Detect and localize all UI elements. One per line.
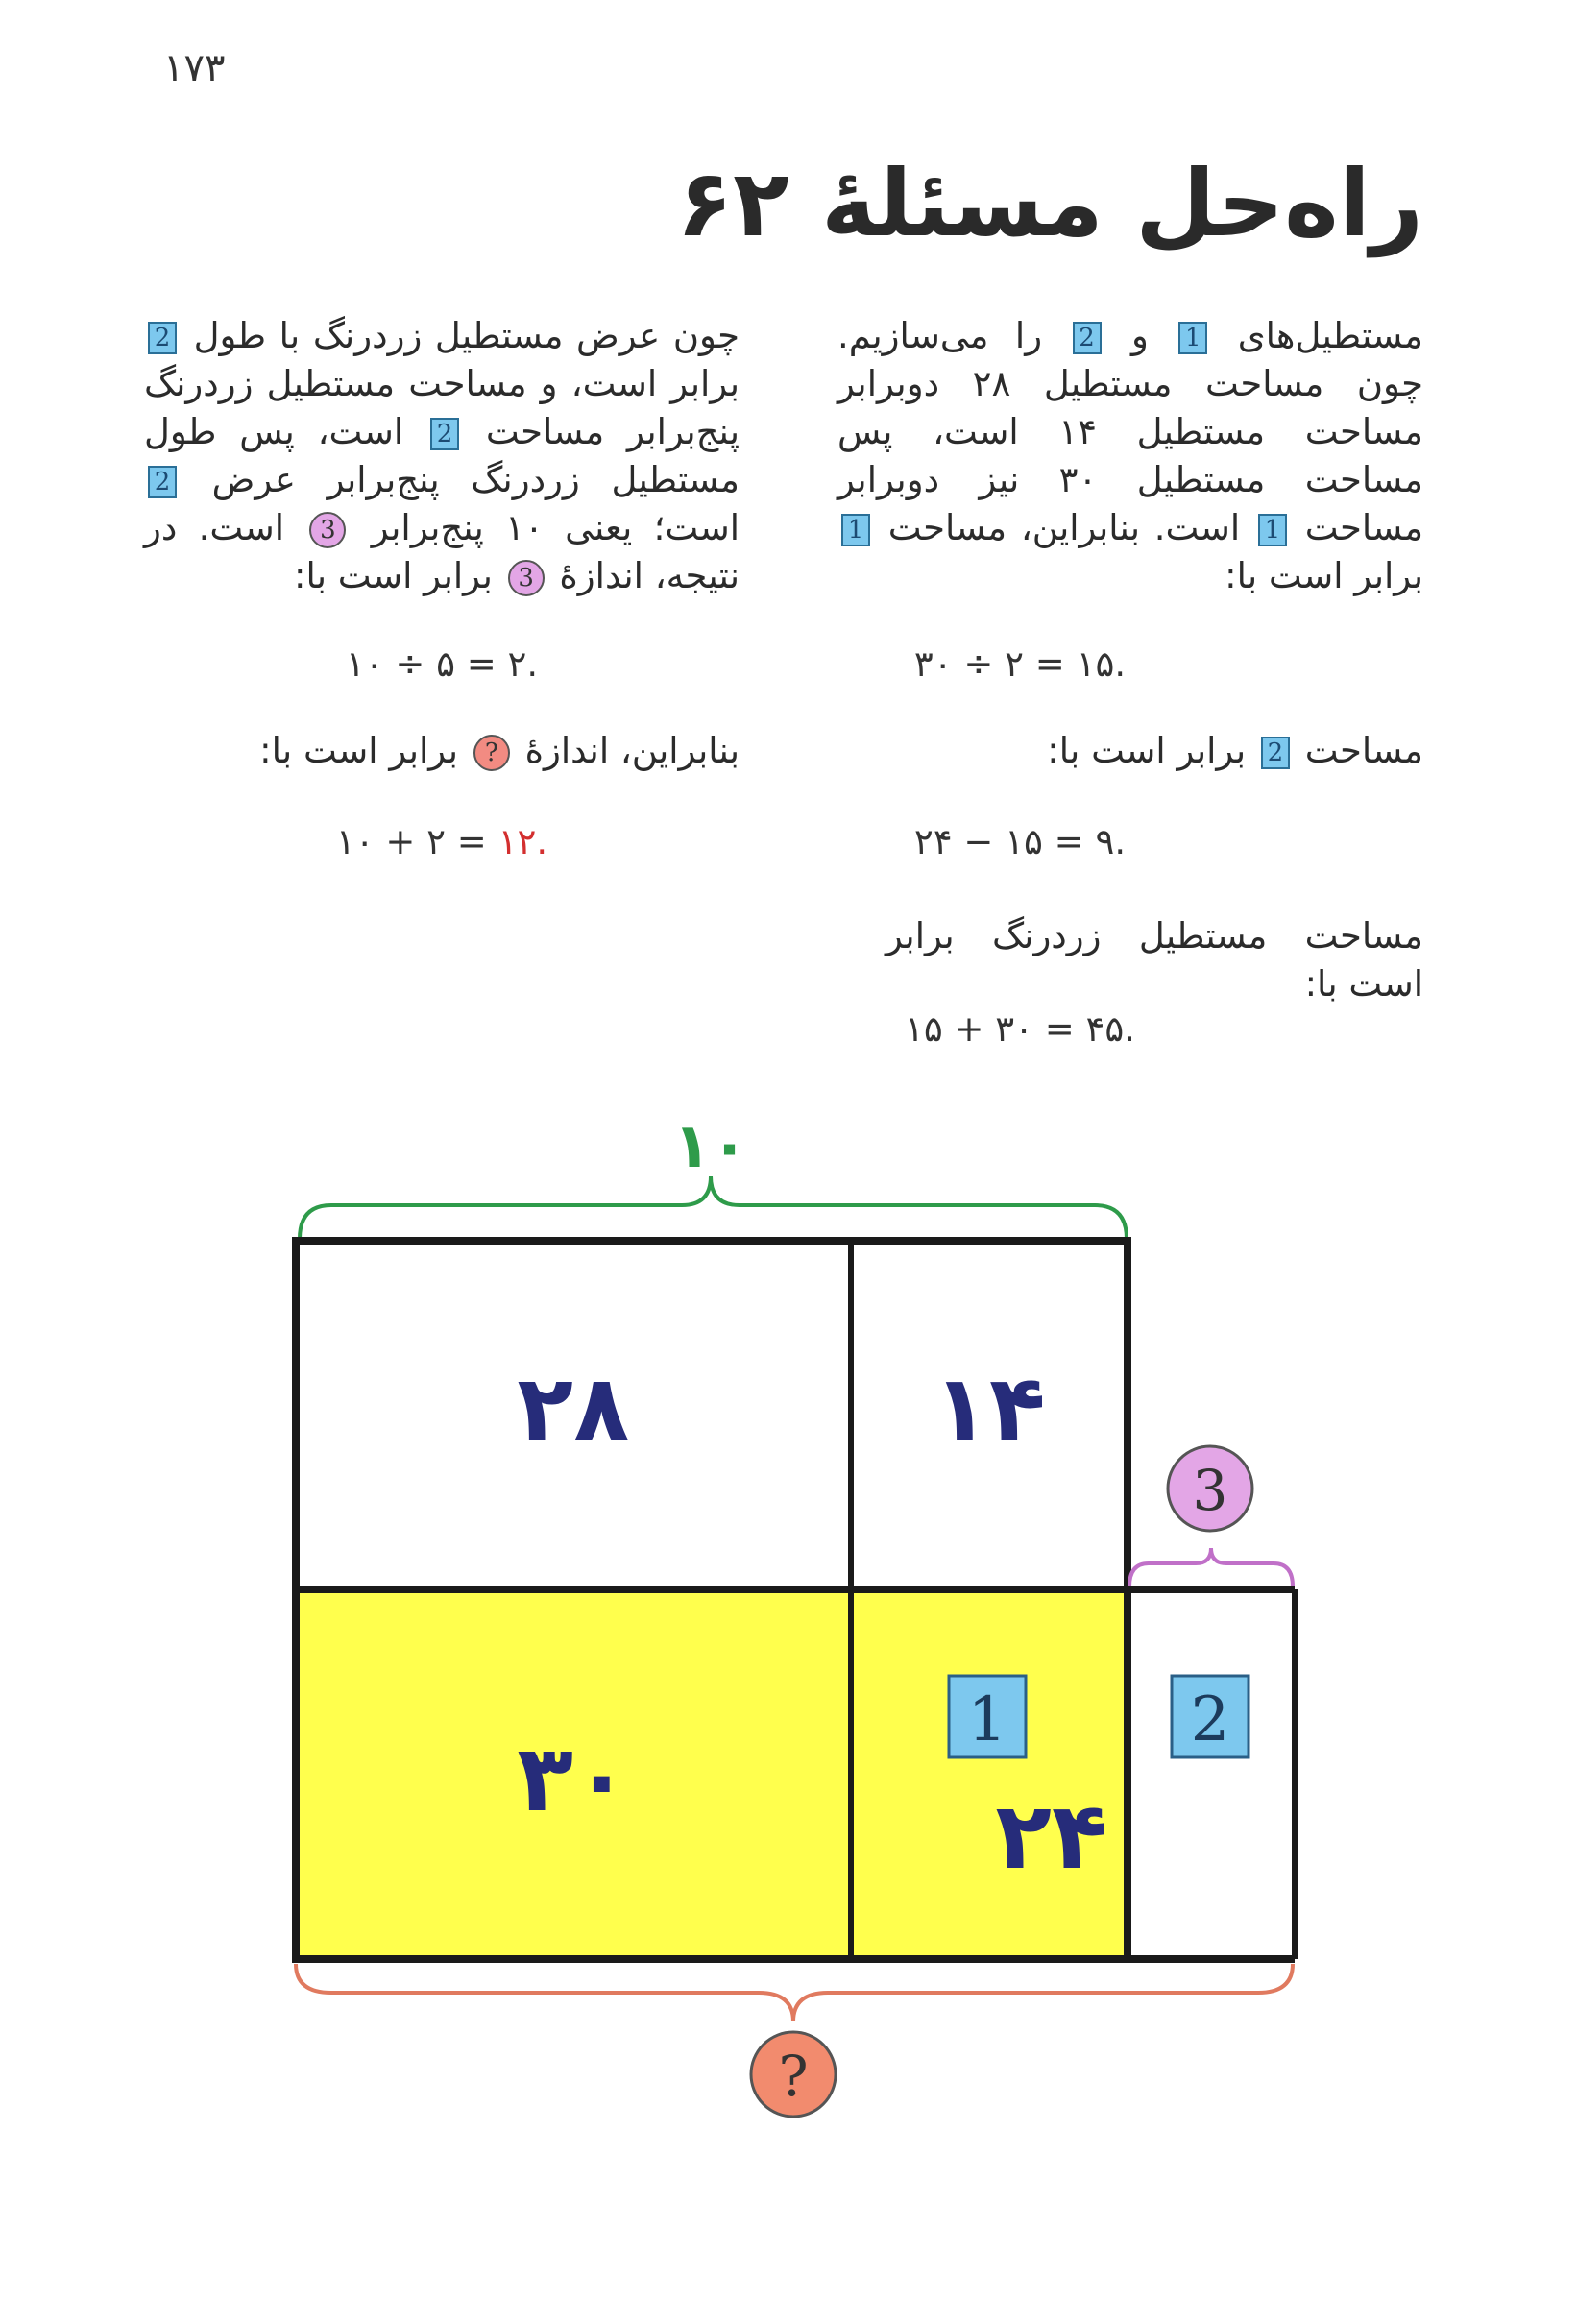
- box-1-icon: 1: [1258, 514, 1287, 546]
- top-brace: [300, 1176, 1127, 1239]
- box-2-icon: 2: [1073, 322, 1102, 354]
- text-segment: است، پس طول مستطیل زردرنگ پنج‌برابر عرض: [144, 411, 740, 500]
- question-circle-icon: ?: [473, 735, 510, 771]
- text-segment: برابر است با:: [293, 555, 493, 596]
- circle-3-icon: 3: [309, 512, 346, 548]
- text-segment: برابر است با:: [259, 730, 459, 771]
- text-segment: مساحت: [1304, 730, 1423, 771]
- answer-value: ۱۲.: [497, 821, 548, 862]
- circle-3-icon: 3: [508, 560, 545, 596]
- text-segment: چون عرض مستطیل زردرنگ با طول: [193, 315, 740, 356]
- figure-circle-3-label: 3: [1192, 1458, 1228, 1523]
- figure-box-1-label: 1: [967, 1684, 1007, 1755]
- right-equation-1: ۳۰ ÷ ۲ = ۱۵.: [913, 643, 1127, 685]
- box-2-icon: 2: [430, 418, 459, 450]
- cell-14: ۱۴: [933, 1355, 1046, 1463]
- box-2-icon: 2: [148, 466, 177, 498]
- page-number: ۱۷۳: [163, 46, 226, 90]
- text-segment: است؛ یعنی ۱۰ پنج‌برابر: [371, 507, 740, 548]
- text-segment: برابر است با:: [1225, 555, 1423, 596]
- left-equation-1: ۱۰ ÷ ۵ = ۲.: [345, 643, 539, 685]
- cell-30: ۳۰: [517, 1725, 630, 1832]
- cell-28: ۲۸: [517, 1355, 630, 1463]
- equation-prefix: ۱۰ + ۲ =: [335, 821, 498, 862]
- text-segment: را می‌سازیم. چون مساحت مستطیل ۲۸ دوبرابر مساحت مستطیل ۱۴ است، پس مساحت مستطیل ۳۰ نیز دوبرابر مساحت: [837, 315, 1424, 548]
- bottom-brace: [296, 1964, 1293, 2021]
- right-equation-3: ۱۵ + ۳۰ = ۴۵.: [904, 1008, 1136, 1050]
- text-segment: برابر است، و مساحت مستطیل زردرنگ پنج‌برابر مساحت: [144, 363, 740, 452]
- width-brace: [1129, 1548, 1293, 1586]
- box-1-icon: 1: [1178, 322, 1207, 354]
- box-2-icon: 2: [1261, 737, 1290, 769]
- figure-question-label: ?: [778, 2044, 809, 2109]
- page-title: راه‌حل مسئلهٔ ۶۲: [676, 150, 1423, 257]
- right-equation-2: ۲۴ − ۱۵ = ۹.: [913, 821, 1127, 862]
- text-segment: است. در نتیجه، اندازهٔ: [144, 507, 740, 596]
- text-segment: است. بنابراین، مساحت: [887, 507, 1241, 548]
- box-2-icon: 2: [148, 322, 177, 354]
- figure-box-2-label: 2: [1190, 1684, 1230, 1755]
- yellow-region: [296, 1589, 1128, 1959]
- text-segment: و: [1130, 315, 1149, 356]
- text-segment: بنابراین، اندازهٔ: [524, 730, 740, 771]
- text-segment: برابر است با:: [1047, 730, 1247, 771]
- yellow-area-line: مساحت مستطیل زردرنگ برابر است با:: [886, 915, 1423, 1005]
- box-1-icon: 1: [841, 514, 870, 546]
- text-segment: مستطیل‌های: [1237, 315, 1423, 356]
- top-label: ۱۰: [672, 1111, 749, 1182]
- cell-24: ۲۴: [995, 1782, 1108, 1890]
